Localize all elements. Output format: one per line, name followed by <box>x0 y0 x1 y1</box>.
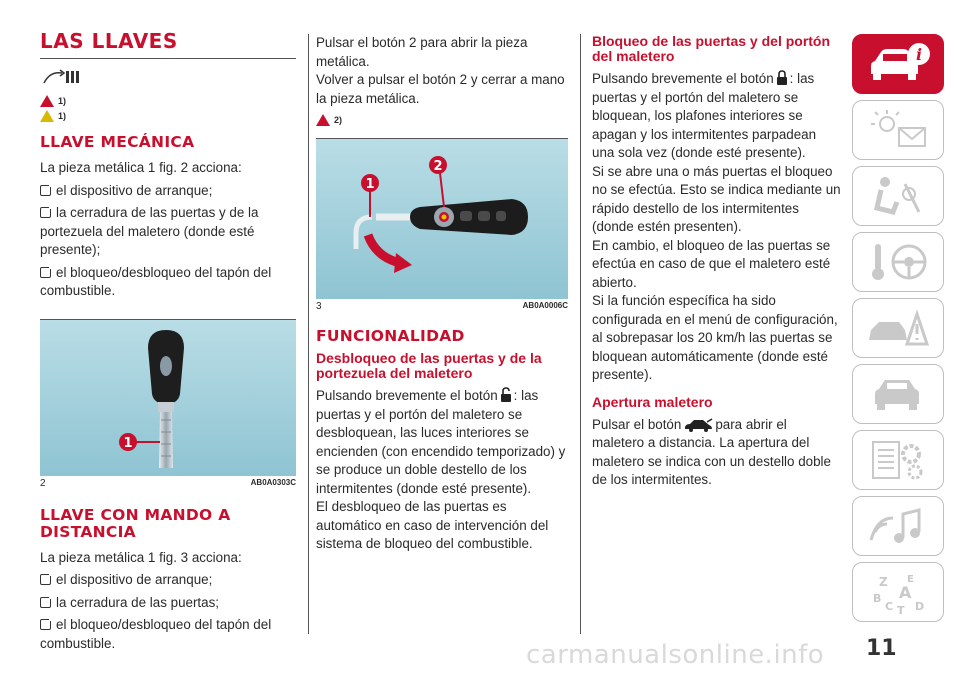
figure-caption <box>40 478 296 489</box>
figure-number: 2 <box>40 477 46 489</box>
chapter-tabs <box>852 34 944 628</box>
tab-dashboard-lights[interactable] <box>852 100 944 160</box>
remote-key-image <box>316 139 568 299</box>
warning-ref: 1) <box>58 96 67 106</box>
callout-1: 1 <box>365 177 375 192</box>
watermark: carmanualsonline.info <box>526 640 825 670</box>
lock-heading: Bloqueo de las puertas y del portón del maletero <box>592 33 831 64</box>
svg-text:i: i <box>915 45 923 64</box>
bullet-icon <box>40 597 51 608</box>
warning-note-1 <box>40 95 296 107</box>
unlock-auto-paragraph: El desbloqueo de las puertas es automático en caso de intervención del sistema de bloqueo del combustible. <box>316 499 549 551</box>
car-info-icon <box>863 40 933 88</box>
svg-text:B: B <box>873 592 882 605</box>
svg-text:Z: Z <box>879 575 888 589</box>
figure-caption <box>316 301 568 312</box>
trunk-paragraph: Pulsar el botón para abrir el maletero a distancia. La apertura del maletero se indica con un destello doble de los intermitentes. <box>592 416 831 487</box>
warning-lights-icon <box>863 106 933 154</box>
figure-2 <box>40 319 296 475</box>
svg-text:T: T <box>897 604 905 616</box>
alphabet-index-icon <box>863 568 933 616</box>
list-item: el bloqueo/desbloqueo del tapón del combustible. <box>40 617 272 651</box>
column-3 <box>592 34 842 490</box>
column-1 <box>40 30 296 653</box>
remote-intro: La pieza metálica 1 fig. 3 acciona: <box>40 549 242 565</box>
trunk-car-icon <box>683 418 713 432</box>
car-maintenance-icon <box>863 370 933 418</box>
svg-text:A: A <box>899 583 912 602</box>
remote-open-text: Pulsar el botón 2 para abrir la pieza metálica. Volver a pulsar el botón 2 y cerrar a mano la pieza metálica. <box>316 35 565 106</box>
column-divider <box>308 34 309 634</box>
bullet-icon <box>40 267 51 278</box>
specs-gears-icon <box>863 436 933 484</box>
eco-key-icon <box>40 67 82 87</box>
key-steering-icon <box>863 238 933 286</box>
callout-2: 2 <box>433 159 443 174</box>
tab-know-your-car[interactable] <box>852 34 944 94</box>
tab-starting-driving[interactable] <box>852 232 944 292</box>
mechanical-key-image <box>40 320 296 476</box>
airbag-seat-icon <box>863 172 933 220</box>
callout-1: 1 <box>123 435 133 451</box>
warning-triangle-icon <box>316 114 330 126</box>
svg-text:D: D <box>915 600 925 613</box>
list-item: la cerradura de las puertas y de la portezuela del maletero (donde esté presente); <box>40 205 259 257</box>
unlock-icon <box>500 387 512 403</box>
mech-intro: La pieza metálica 1 fig. 2 acciona: <box>40 160 242 175</box>
warning-note-3 <box>316 114 568 126</box>
autolock-paragraph: Si la función específica ha sido configurada en el menú de configuración, al sobrepasar los 20 km/h las puertas se bloquean automáticamente (donde esté presente). <box>592 293 838 382</box>
trunk-heading: Apertura maletero <box>592 393 713 410</box>
emergency-car-icon <box>863 304 933 352</box>
tab-safety[interactable] <box>852 166 944 226</box>
mech-key-heading: LLAVE MECÁNICA <box>40 133 195 151</box>
list-item: el bloqueo/desbloqueo del tapón del combustible. <box>40 264 272 298</box>
section-title: LAS LLAVES <box>40 29 178 53</box>
tab-technical-data[interactable] <box>852 430 944 490</box>
tab-emergency[interactable] <box>852 298 944 358</box>
warning-ref: 1) <box>58 111 67 121</box>
lock-open-door-paragraph: Si se abre una o más puertas el bloqueo no se efectúa. Esto se indica mediante un rápido destello de los intermitentes (donde estén presenten). <box>592 163 841 234</box>
figure-3 <box>316 138 568 298</box>
remote-key-heading: LLAVE CON MANDO A DISTANCIA <box>40 505 231 541</box>
bullet-icon <box>40 185 51 196</box>
bullet-icon <box>40 619 51 630</box>
list-item: la cerradura de las puertas; <box>40 594 296 613</box>
column-divider <box>580 34 581 634</box>
figure-code: AB0A0303C <box>250 477 296 487</box>
svg-text:E: E <box>907 574 914 585</box>
column-2 <box>316 34 568 554</box>
tab-index[interactable] <box>852 562 944 622</box>
eco-icon-row <box>40 67 296 92</box>
multimedia-icon <box>863 502 933 550</box>
list-item: el dispositivo de arranque; <box>40 182 296 201</box>
unlock-paragraph: Pulsando brevemente el botón : las puertas y el portón del maletero se desbloquean, las luces interiores se encienden (con encendido temporizado) y se produce un doble destello de los intermitentes (donde esté presente). <box>316 388 566 496</box>
lock-trunk-open-paragraph: En cambio, el bloqueo de las puertas se efectúa en caso de que el maletero esté abierto. <box>592 237 831 290</box>
bullet-icon <box>40 207 51 218</box>
bullet-icon <box>40 574 51 585</box>
lock-paragraph: Pulsando brevemente el botón : las puertas y el portón del maletero se bloquean, los plafones interiores se apagan y los intermitentes parpadean una sola vez (donde esté presente). <box>592 71 817 160</box>
unlock-heading: Desbloqueo de las puertas y de la portezuela del maletero <box>316 350 542 381</box>
caution-triangle-icon <box>40 110 54 122</box>
page-number: 11 <box>866 636 897 661</box>
tab-multimedia[interactable] <box>852 496 944 556</box>
figure-code: AB0A0006C <box>522 301 568 310</box>
warning-ref: 2) <box>334 115 343 125</box>
svg-text:C: C <box>885 600 894 613</box>
tab-maintenance[interactable] <box>852 364 944 424</box>
lock-icon <box>776 70 788 86</box>
title-rule <box>40 58 296 59</box>
figure-number: 3 <box>316 301 322 312</box>
warning-note-2 <box>40 110 296 122</box>
list-item: el dispositivo de arranque; <box>40 571 296 590</box>
warning-triangle-icon <box>40 95 54 107</box>
functionality-heading: FUNCIONALIDAD <box>316 327 465 345</box>
